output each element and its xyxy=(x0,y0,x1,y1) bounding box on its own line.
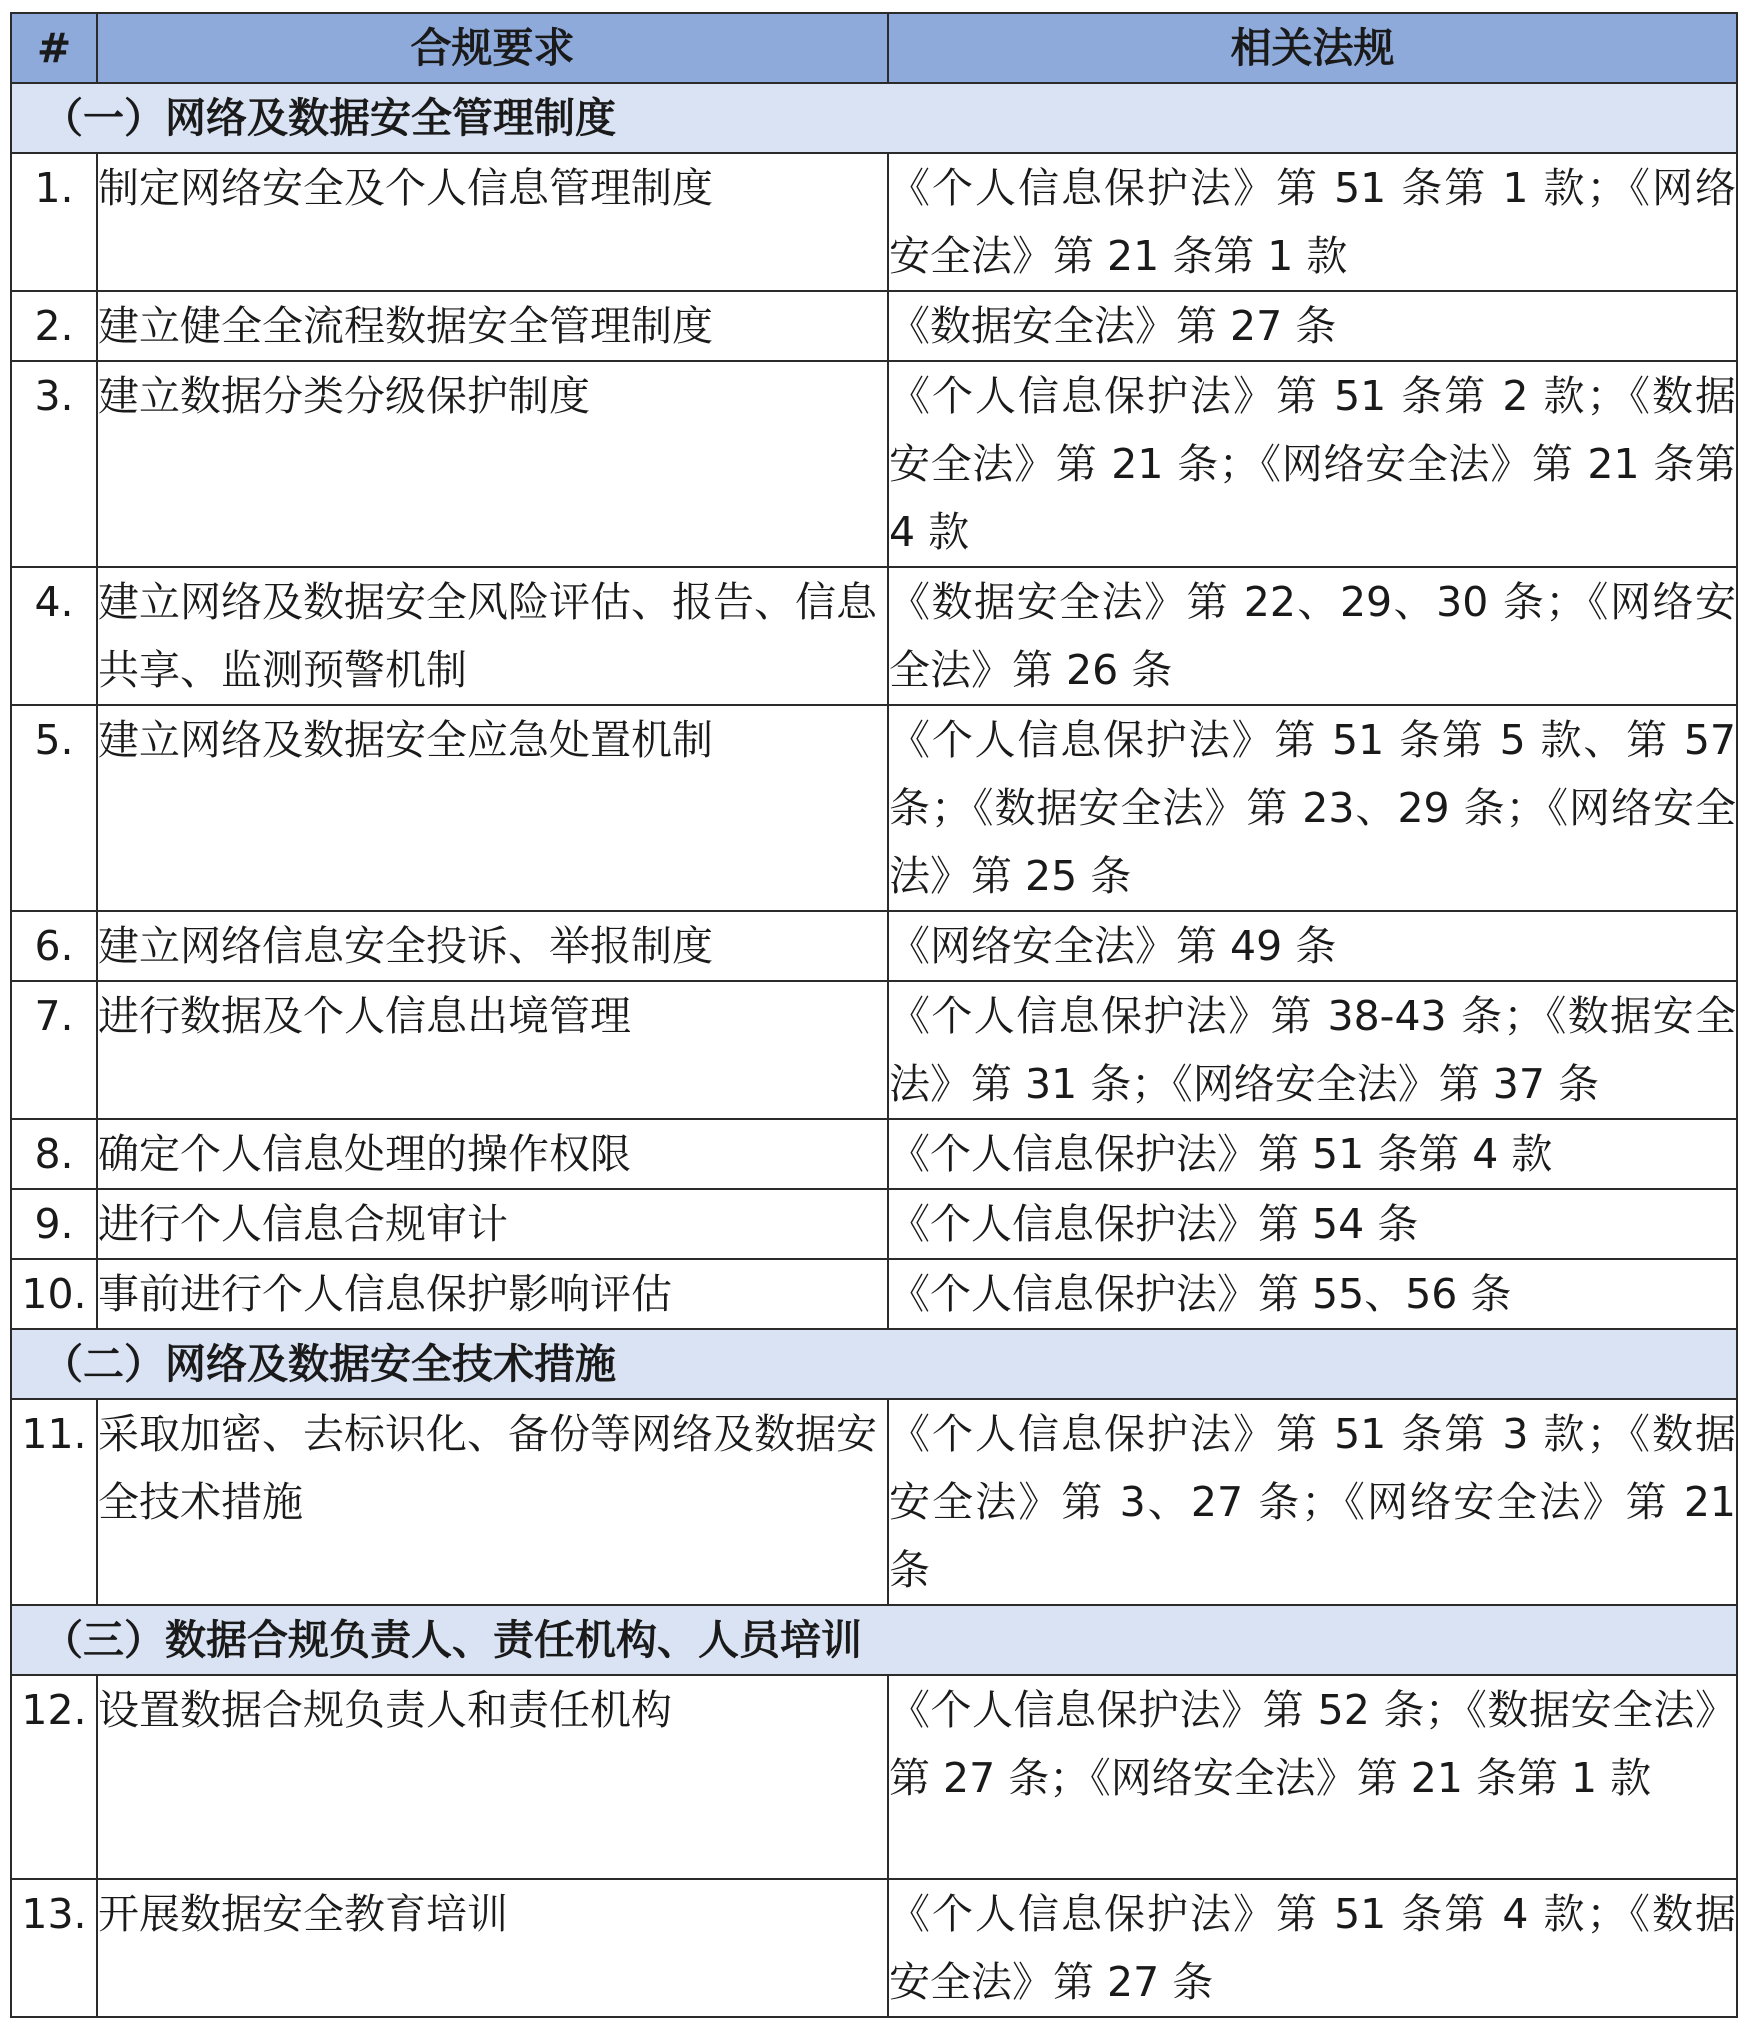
row-requirement: 建立健全全流程数据安全管理制度 xyxy=(97,291,888,361)
table-row xyxy=(11,1119,1737,1189)
row-num: 7. xyxy=(11,981,97,1119)
row-requirement: 制定网络安全及个人信息管理制度 xyxy=(97,153,888,291)
table-row xyxy=(11,705,1737,911)
row-regulation: 《个人信息保护法》第 38-43 条；《数据安全法》第 31 条；《网络安全法》第 37 条 xyxy=(888,981,1737,1119)
compliance-table xyxy=(10,12,1738,2018)
table-row xyxy=(11,1399,1737,1605)
row-requirement: 进行个人信息合规审计 xyxy=(97,1189,888,1259)
row-regulation: 《个人信息保护法》第 51 条第 3 款；《数据安全法》第 3、27 条；《网络安全法》第 21 条 xyxy=(888,1399,1737,1605)
row-requirement: 确定个人信息处理的操作权限 xyxy=(97,1119,888,1189)
table-row xyxy=(11,291,1737,361)
row-regulation: 《个人信息保护法》第 51 条第 4 款；《数据安全法》第 27 条 xyxy=(888,1879,1737,2017)
row-num: 3. xyxy=(11,361,97,567)
table-row xyxy=(11,567,1737,705)
row-requirement: 建立网络及数据安全风险评估、报告、信息共享、监测预警机制 xyxy=(97,567,888,705)
row-num: 10. xyxy=(11,1259,97,1329)
table-row xyxy=(11,1189,1737,1259)
section-row xyxy=(11,83,1737,153)
row-regulation: 《数据安全法》第 27 条 xyxy=(888,291,1737,361)
row-requirement: 建立数据分类分级保护制度 xyxy=(97,361,888,567)
row-num: 8. xyxy=(11,1119,97,1189)
section-row xyxy=(11,1329,1737,1399)
row-regulation: 《个人信息保护法》第 54 条 xyxy=(888,1189,1737,1259)
row-num: 11. xyxy=(11,1399,97,1605)
section-row xyxy=(11,1605,1737,1675)
row-regulation: 《个人信息保护法》第 52 条；《数据安全法》第 27 条；《网络安全法》第 21 条第 1 款 xyxy=(888,1675,1737,1879)
row-num: 6. xyxy=(11,911,97,981)
header-num: # xyxy=(11,13,97,83)
row-num: 2. xyxy=(11,291,97,361)
row-regulation: 《个人信息保护法》第 51 条第 4 款 xyxy=(888,1119,1737,1189)
row-requirement: 采取加密、去标识化、备份等网络及数据安全技术措施 xyxy=(97,1399,888,1605)
table-row xyxy=(11,1879,1737,2017)
row-requirement: 事前进行个人信息保护影响评估 xyxy=(97,1259,888,1329)
row-num: 13. xyxy=(11,1879,97,2017)
table-row xyxy=(11,911,1737,981)
row-requirement: 设置数据合规负责人和责任机构 xyxy=(97,1675,888,1879)
row-regulation: 《数据安全法》第 22、29、30 条；《网络安全法》第 26 条 xyxy=(888,567,1737,705)
row-regulation: 《网络安全法》第 49 条 xyxy=(888,911,1737,981)
row-requirement: 建立网络信息安全投诉、举报制度 xyxy=(97,911,888,981)
row-requirement: 建立网络及数据安全应急处置机制 xyxy=(97,705,888,911)
row-requirement: 开展数据安全教育培训 xyxy=(97,1879,888,2017)
row-regulation: 《个人信息保护法》第 51 条第 1 款；《网络安全法》第 21 条第 1 款 xyxy=(888,153,1737,291)
table-row xyxy=(11,1675,1737,1879)
row-requirement: 进行数据及个人信息出境管理 xyxy=(97,981,888,1119)
header-requirement: 合规要求 xyxy=(97,13,888,83)
row-regulation: 《个人信息保护法》第 51 条第 2 款；《数据安全法》第 21 条；《网络安全法》第 21 条第 4 款 xyxy=(888,361,1737,567)
table-row xyxy=(11,981,1737,1119)
table-row xyxy=(11,153,1737,291)
row-num: 9. xyxy=(11,1189,97,1259)
section-title: （一）网络及数据安全管理制度 xyxy=(11,83,1737,153)
table-header-row xyxy=(11,13,1737,83)
table-row xyxy=(11,1259,1737,1329)
row-num: 1. xyxy=(11,153,97,291)
row-regulation: 《个人信息保护法》第 55、56 条 xyxy=(888,1259,1737,1329)
row-num: 4. xyxy=(11,567,97,705)
row-regulation: 《个人信息保护法》第 51 条第 5 款、第 57 条；《数据安全法》第 23、29 条；《网络安全法》第 25 条 xyxy=(888,705,1737,911)
row-num: 12. xyxy=(11,1675,97,1879)
row-num: 5. xyxy=(11,705,97,911)
table-row xyxy=(11,361,1737,567)
header-regulation: 相关法规 xyxy=(888,13,1737,83)
section-title: （二）网络及数据安全技术措施 xyxy=(11,1329,1737,1399)
section-title: （三）数据合规负责人、责任机构、人员培训 xyxy=(11,1605,1737,1675)
